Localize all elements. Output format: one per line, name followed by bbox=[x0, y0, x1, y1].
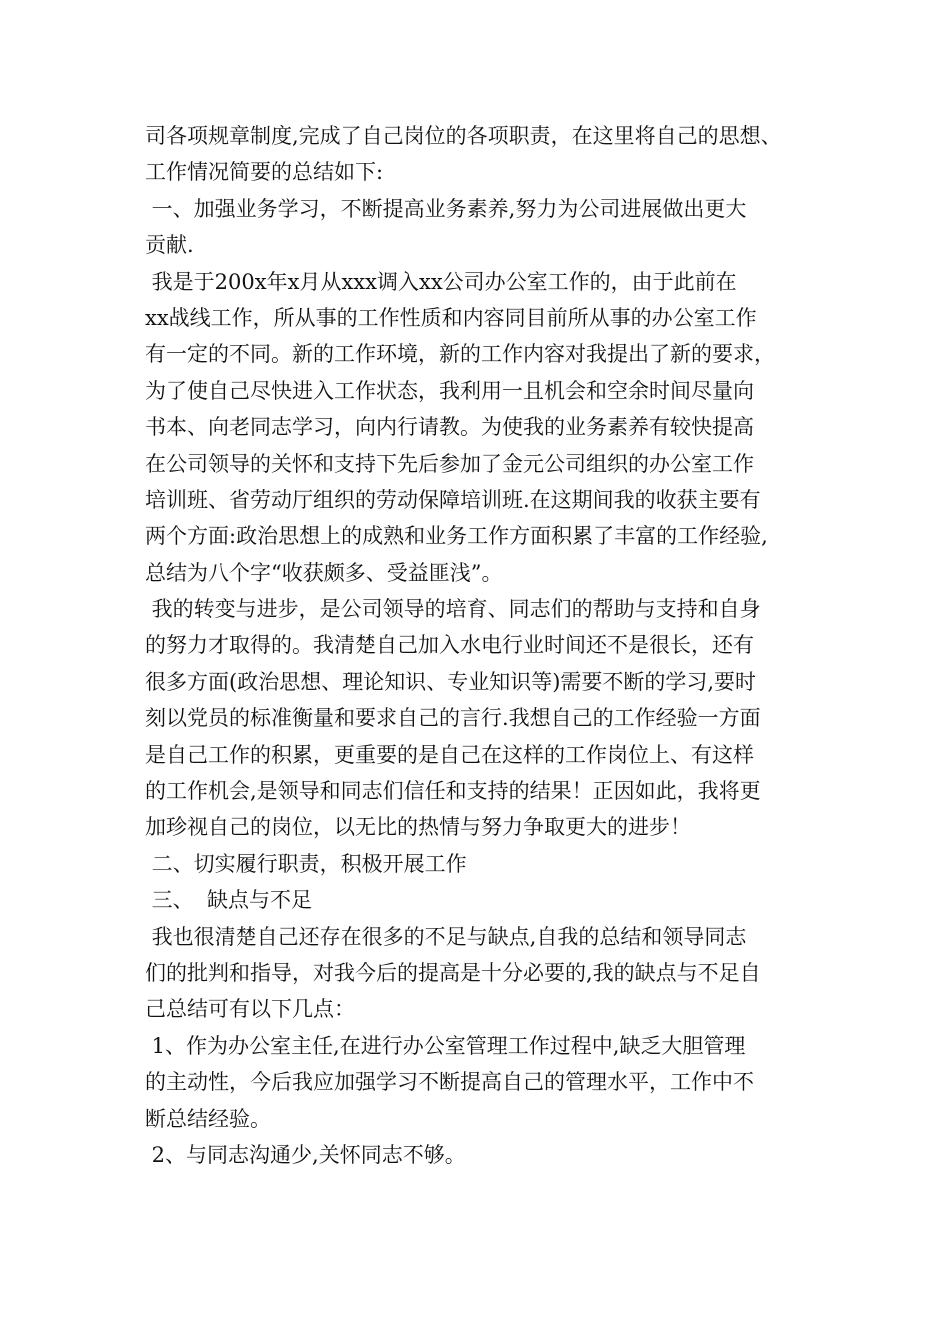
text-line: 的主动性，今后我应加强学习不断提高自己的管理水平，工作中不 bbox=[145, 1070, 754, 1095]
text-line: 贡献. bbox=[145, 233, 194, 258]
text-line: 两个方面:政治思想上的成熟和业务工作方面积累了丰富的工作经验, bbox=[145, 524, 768, 549]
text-line: 在公司领导的关怀和支持下先后参加了金元公司组织的办公室工作 bbox=[145, 451, 754, 476]
list-item-2: 2、与同志沟通少,关怀同志不够。 bbox=[145, 1142, 466, 1167]
section-heading-2: 二、切实履行职责，积极开展工作 bbox=[145, 851, 467, 876]
text-line: 加珍视自己的岗位，以无比的热情与努力争取更大的进步！ bbox=[145, 815, 691, 840]
text-line: 有一定的不同。新的工作环境，新的工作内容对我提出了新的要求， bbox=[145, 342, 775, 367]
text-line: 很多方面(政治思想、理论知识、专业知识等)需要不断的学习,要时 bbox=[145, 669, 757, 694]
text-line: 总结为八个字“收获颇多、受益匪浅”。 bbox=[145, 560, 503, 585]
text-line: 为了使自己尽快进入工作状态，我利用一且机会和空余时间尽量向 bbox=[145, 378, 754, 403]
section-heading-1: 一、加强业务学习，不断提高业务素养,努力为公司进展做出更大 bbox=[145, 196, 747, 221]
document-body bbox=[145, 118, 815, 1173]
text-line: 己总结可有以下几点： bbox=[145, 997, 355, 1022]
text-line: xx战线工作，所从事的工作性质和内容同目前所从事的办公室工作 bbox=[145, 305, 757, 330]
text-line: 刻以党员的标准衡量和要求自己的言行.我想自己的工作经验一方面 bbox=[145, 706, 761, 731]
text-line: 我也很清楚自己还存在很多的不足与缺点,自我的总结和领导同志 bbox=[145, 924, 747, 949]
text-line: 司各项规章制度,完成了自己岗位的各项职责，在这里将自己的思想、 bbox=[145, 124, 782, 148]
text-line: 培训班、省劳动厅组织的劳动保障培训班.在这期间我的收获主要有 bbox=[145, 487, 761, 512]
section-heading-3: 三、 缺点与不足 bbox=[145, 888, 313, 913]
text-line: 我的转变与进步，是公司领导的培育、同志们的帮助与支持和自身 bbox=[145, 597, 761, 622]
text-line: 工作情况简要的总结如下: bbox=[145, 160, 384, 185]
text-line: 的工作机会,是领导和同志们信任和支持的结果！正因如此，我将更 bbox=[145, 779, 761, 804]
list-item-1: 1、作为办公室主任,在进行办公室管理工作过程中,缺乏大胆管理 bbox=[145, 1033, 746, 1058]
text-line: 是自己工作的积累，更重要的是自己在这样的工作岗位上、有这样 bbox=[145, 742, 754, 767]
text-line: 书本、向老同志学习，向内行请教。为使我的业务素养有较快提高 bbox=[145, 415, 754, 440]
text-line: 断总结经验。 bbox=[145, 1106, 271, 1131]
text-line: 的努力才取得的。我清楚自己加入水电行业时间还不是很长，还有 bbox=[145, 633, 754, 658]
text-line: 们的批判和指导，对我今后的提高是十分必要的,我的缺点与不足自 bbox=[145, 960, 761, 985]
text-line: 我是于200x年x月从xxx调入xx公司办公室工作的，由于此前在 bbox=[145, 269, 737, 294]
